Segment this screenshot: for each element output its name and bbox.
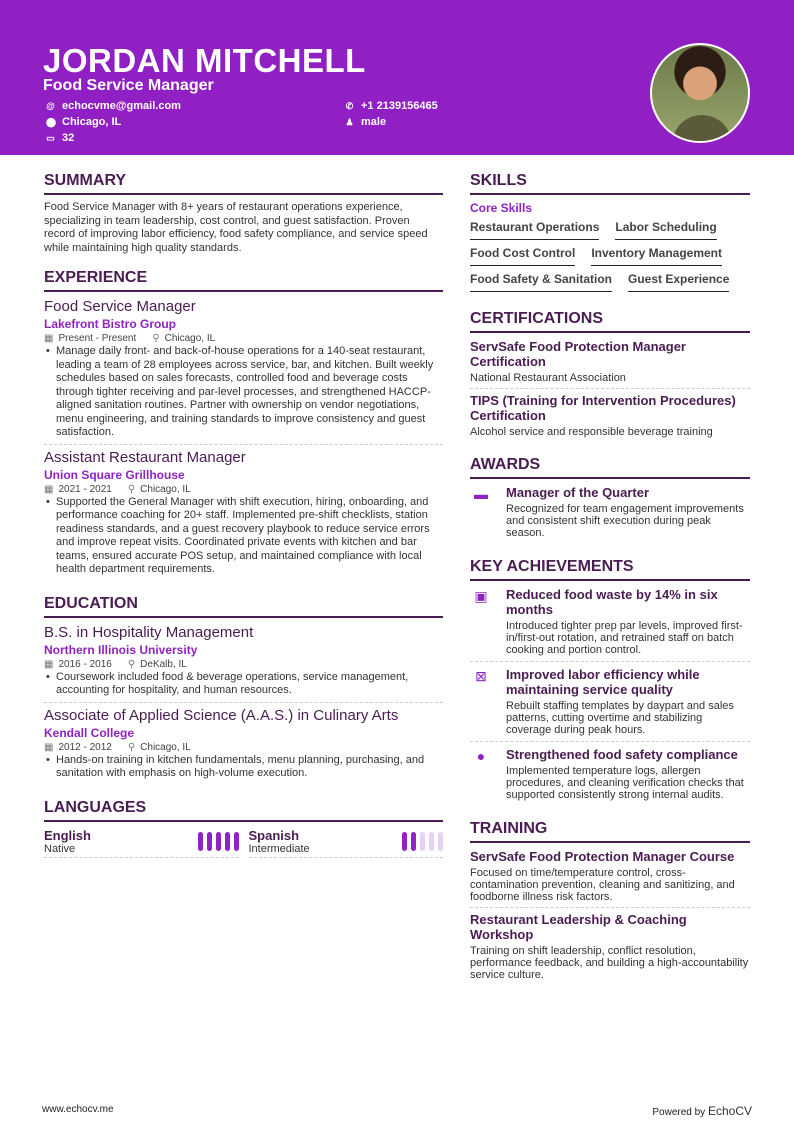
language-rating [402,828,443,855]
bullet: • Coursework included food & beverage operations, service management, accounting for hospitality, and human resources. [44,671,443,698]
certifications-section [470,310,750,442]
training-section [470,820,750,985]
rating-bar [234,832,239,851]
language-item [249,828,444,858]
phone-text[interactable]: +1 2139156465 [361,100,438,112]
dates: 2016 - 2016 [58,658,112,670]
degree: Associate of Applied Science (A.A.S.) in Culinary Arts [44,706,399,724]
cert-title: ServSafe Food Protection Manager Certification [470,339,686,369]
training-title: Restaurant Leadership & Coaching Workshop [470,912,687,942]
skill-tag: Food Cost Control [470,244,575,266]
bullet: • Hands-on training in kitchen fundamentals, menu planning, purchasing, and sanitation with emphasis on high-volume execution. [44,754,443,781]
location: Chicago, IL [140,483,191,495]
education-item [44,707,443,785]
more-circle-icon: ● [476,748,486,764]
dates: 2012 - 2012 [58,741,112,753]
summary-text: Food Service Manager with 8+ years of restaurant operations experience, specializing in team leadership, cost control, and guest satisfaction. Proven record of improving labor efficiency, food safety compliance, and service speed while maintaining high quality standards. [44,201,428,254]
section-heading: SUMMARY [44,172,443,195]
section-heading: EDUCATION [44,595,443,618]
award-title: Manager of the Quarter [506,485,650,500]
school-name: Kendall College [44,725,135,740]
education-item [44,624,443,703]
age-contact [46,132,74,144]
company-name: Lakefront Bistro Group [44,317,177,331]
degree: B.S. in Hospitality Management [44,623,254,641]
at-icon: @ [46,101,55,111]
company-name: Union Square Grillhouse [44,467,185,482]
school-name: Northern Illinois University [44,642,198,657]
cert-title: TIPS (Training for Intervention Procedures) Certification [470,393,736,423]
achievement-title: Reduced food waste by 14% in six months [506,587,718,617]
rating-bar [429,832,434,851]
achievements-section [470,558,750,806]
location-pin-icon: ⚲ [127,658,136,670]
powered-by-text: Powered by [652,1107,706,1118]
section-heading: SKILLS [470,172,750,195]
awards-section [470,456,750,544]
gender-contact [345,116,386,128]
rating-bar [207,832,212,851]
brand-logo[interactable]: EchoCV [707,1104,752,1118]
candidate-title: Food Service Manager [43,77,214,94]
cert-issuer: National Restaurant Association [470,372,626,384]
location: Chicago, IL [164,333,216,344]
resume-header [0,0,794,155]
education-section [44,595,443,785]
footer-powered [652,1104,752,1118]
age-text: 32 [62,132,75,144]
location-pin-icon: ⚲ [127,483,136,495]
dates: 2021 - 2021 [58,483,112,495]
rating-bar [225,832,230,851]
left-column [44,172,443,872]
phone-contact [345,100,438,112]
language-level: Intermediate [248,842,310,855]
rating-bar [411,832,416,851]
training-title: ServSafe Food Protection Manager Course [470,849,735,864]
experience-item [44,298,443,445]
email-text[interactable]: echocvme@gmail.com [62,100,181,112]
rating-bar [438,832,443,851]
section-heading: AWARDS [470,456,750,479]
job-title: Food Service Manager [44,298,196,315]
candidate-name: JORDAN MITCHELL [43,42,366,79]
language-name: English [44,827,91,843]
skill-tag: Food Safety & Sanitation [470,270,612,292]
section-heading: CERTIFICATIONS [470,310,750,333]
footer-site[interactable]: www.echocv.me [42,1104,114,1115]
location-pin-icon: ⚲ [127,741,136,753]
language-rating [198,828,239,855]
calendar-icon: ▦ [44,483,54,495]
calendar-icon: ▦ [44,333,54,344]
experience-section [44,269,443,581]
rating-bar [420,832,425,851]
achievement-desc: Implemented temperature logs, allergen procedures, and cleaning verification checks that supported consistently strong internal audits. [506,765,744,801]
section-heading: LANGUAGES [44,799,443,822]
training-item [470,849,750,908]
bullet: • Supported the General Manager with shift execution, hiring, onboarding, and performance coaching for 20+ staff. Implemented pre-shift checklists, station readiness standards, and a guest recovery playbook to reduce service errors and improve repeat visits. Coordinated private events with kitchen and bar teams, ensured accurate POS setup, and maintained compliance with local health department requirements. [44,496,443,577]
certification-item [470,393,750,442]
achievement-item [470,667,750,742]
battery-icon: ▬ [474,486,488,502]
language-item [44,828,239,858]
location-text: Chicago, IL [62,116,122,128]
summary-section [44,172,443,255]
achievement-desc: Rebuilt staffing templates by daypart and sales patterns, cutting overtime and stabilizing coverage during peak hours. [506,700,734,736]
calendar-icon: ▭ [46,132,55,143]
achievement-title: Strengthened food safety compliance [506,747,738,762]
rating-bar [216,832,221,851]
gender-text: male [361,116,387,128]
section-heading: KEY ACHIEVEMENTS [470,558,750,581]
training-desc: Training on shift leadership, conflict resolution, performance feedback, and building a high-accountability service culture. [470,945,749,981]
right-column [470,172,750,999]
cert-issuer: Alcohol service and responsible beverage training [470,426,713,438]
location-pin-icon: ⚲ [152,333,160,344]
award-item [470,485,750,544]
bullet: • Manage daily front- and back-of-house operations for a 140-seat restaurant, leading a team of 28 employees across service, bar, and kitchen. Built weekly schedules based on sales forecasts, controlled food and beverage costs through tighter receiving and par-level processes, and strengthened HACCP-aligned sanitation routines. Partner with ownership on vendor negotiations, menu engineering, and training standards to improve consistency and guest satisfaction. [44,345,443,440]
phone-icon: ✆ [345,100,354,111]
job-title: Assistant Restaurant Manager [44,448,246,466]
archive-x-icon: ⊠ [475,668,487,684]
person-icon: ♟ [345,116,354,127]
skill-tag: Restaurant Operations [470,218,599,240]
email-contact [46,100,181,112]
skill-tag: Labor Scheduling [615,218,716,240]
section-heading: EXPERIENCE [44,269,443,292]
training-item [470,912,750,985]
section-heading: TRAINING [470,820,750,843]
achievement-item [470,747,750,806]
achievement-desc: Introduced tighter prep par levels, improved first-in/first-out rotation, and retrained staff on batch cooking and portion control. [506,620,743,656]
award-desc: Recognized for team engagement improvements and consistent shift execution during peak season. [506,503,744,539]
achievement-title: Improved labor efficiency while maintaining service quality [506,667,700,697]
location-contact [46,116,121,128]
calendar-icon: ▦ [44,658,54,670]
training-desc: Focused on time/temperature control, cross-contamination prevention, cleaning and sanitizing, and foodborne illness risk factors. [470,867,735,903]
language-level: Native [44,842,76,855]
location: DeKalb, IL [140,658,187,670]
skill-group-title: Core Skills [470,201,533,215]
skill-tag: Guest Experience [628,270,729,292]
language-name: Spanish [248,827,300,843]
skill-tag: Inventory Management [591,244,722,266]
achievement-item [470,587,750,662]
calendar-chart-icon: ▣ [474,588,488,604]
languages-section [44,799,443,858]
location-pin-icon: ⬤ [46,116,57,127]
rating-bar [402,832,407,851]
dates: Present - Present [58,333,137,344]
profile-photo [650,43,750,143]
location: Chicago, IL [140,741,191,753]
skills-section [470,172,750,296]
calendar-icon: ▦ [44,741,54,753]
rating-bar [198,832,203,851]
certification-item [470,339,750,389]
experience-item [44,449,443,581]
